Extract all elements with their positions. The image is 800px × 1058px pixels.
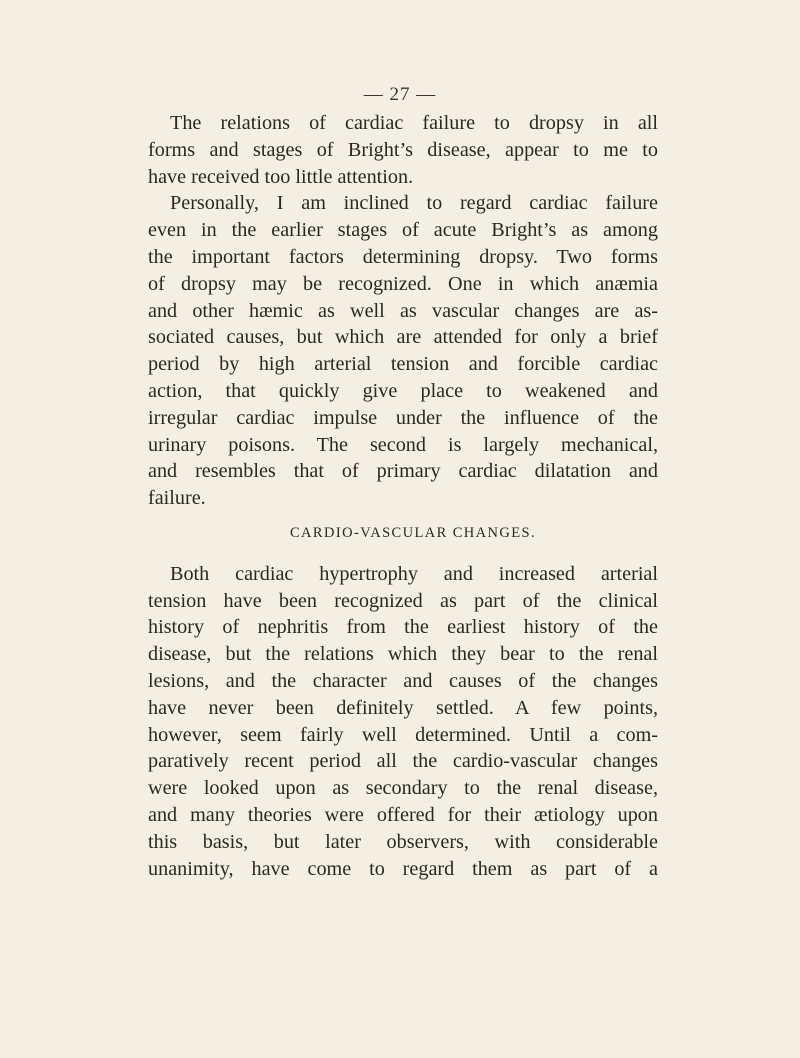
text-line: unanimity, have come to regard them as part of a: [148, 857, 658, 880]
text-line: sociated causes, but which are attended for only a brief: [148, 326, 658, 349]
text-line: The relations of cardiac failure to dropsy in all: [170, 112, 658, 134]
text-line: Both cardiac hypertrophy and increased arterial: [170, 562, 658, 585]
text-line: history of nephritis from the earliest history of the: [148, 616, 658, 639]
text-line: the important factors determining dropsy. Two forms: [148, 245, 658, 268]
text-line: however, seem fairly well determined. Until a com-: [148, 723, 658, 746]
text-line: period by high arterial tension and forcible cardiac: [148, 353, 658, 376]
body-text: [148, 110, 658, 882]
text-line: tension have been recognized as part of the clinical: [148, 589, 658, 612]
text-line: lesions, and the character and causes of the changes: [148, 669, 658, 692]
page-number: — 27 —: [363, 84, 437, 105]
text-line: action, that quickly give place to weakened and: [148, 379, 658, 402]
text-line: and many theories were offered for their ætiology upon: [148, 803, 658, 826]
text-line: and resembles that of primary cardiac dilatation and: [148, 460, 658, 483]
text-line: paratively recent period all the cardio-vascular changes: [148, 750, 658, 773]
text-line: forms and stages of Bright’s disease, appear to me to: [148, 138, 658, 161]
text-line: were looked upon as secondary to the renal disease,: [148, 777, 658, 800]
paragraph-2: [148, 190, 658, 512]
text-line: Personally, I am inclined to regard cardiac failure: [170, 192, 658, 215]
text-line: irregular cardiac impulse under the influence of the: [148, 406, 658, 429]
text-line: have received too little attention.: [148, 165, 414, 188]
text-line: even in the earlier stages of acute Bright’s as among: [148, 219, 658, 242]
text-line: urinary poisons. The second is largely mechanical,: [148, 433, 658, 456]
text-line: and other hæmic as well as vascular changes are as-: [148, 299, 658, 322]
paragraph-1: [148, 110, 658, 190]
text-line: disease, but the relations which they bear to the renal: [148, 643, 658, 666]
text-line: failure.: [148, 487, 206, 510]
text-line: this basis, but later observers, with considerable: [148, 830, 658, 853]
text-line: of dropsy may be recognized. One in which anæmia: [148, 272, 658, 295]
paragraph-3: [148, 561, 658, 883]
text-line: have never been definitely settled. A few points,: [148, 696, 658, 719]
section-heading: CARDIO-VASCULAR CHANGES.: [289, 524, 537, 541]
